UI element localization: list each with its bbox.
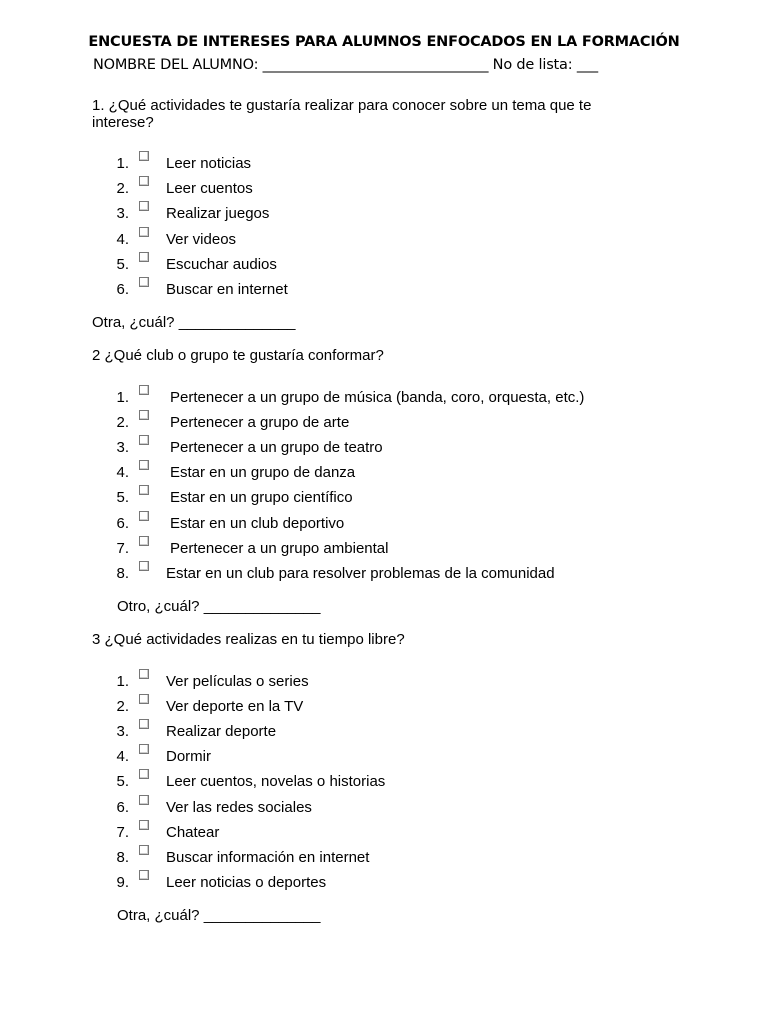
- option-label: Escuchar audios: [166, 255, 277, 273]
- option-label: Estar en un grupo de danza: [170, 464, 356, 482]
- option-checkbox[interactable]: [139, 769, 149, 779]
- option-label: Dormir: [166, 748, 211, 766]
- option-number: 3.: [116, 723, 129, 741]
- option-number: 1.: [116, 673, 129, 690]
- option-number: 9.: [116, 873, 129, 891]
- option-label: Ver videos: [166, 230, 237, 248]
- option-checkbox[interactable]: [139, 870, 149, 880]
- option-number: 4.: [116, 230, 129, 248]
- option-label: Buscar información en internet: [166, 848, 370, 866]
- option-number: 6.: [116, 514, 129, 532]
- option-number: 1.: [116, 389, 129, 406]
- option-checkbox[interactable]: [139, 460, 149, 470]
- option-checkbox[interactable]: [139, 435, 149, 445]
- option-label: Estar en un club deportivo: [170, 514, 345, 532]
- option-label: Realizar deporte: [166, 723, 277, 741]
- option-checkbox[interactable]: [139, 536, 149, 546]
- option-checkbox[interactable]: [139, 561, 149, 571]
- option-number: 7.: [116, 823, 129, 841]
- option-number: 6.: [116, 798, 129, 816]
- option-number: 8.: [116, 848, 129, 866]
- question-1-other: Otra, ¿cuál? ______________: [92, 314, 296, 331]
- option-label: Pertenecer a un grupo ambiental: [170, 539, 389, 557]
- student-name-line: NOMBRE DEL ALUMNO: ________________________________ No de lista: ___: [93, 57, 598, 73]
- option-number: 6.: [116, 281, 129, 298]
- option-number: 4.: [116, 464, 129, 482]
- option-checkbox[interactable]: [139, 227, 149, 237]
- option-label: Buscar en internet: [166, 281, 288, 298]
- option-label: Ver películas o series: [166, 673, 309, 690]
- option-label: Estar en un grupo científico: [170, 489, 353, 507]
- option-checkbox[interactable]: [139, 744, 149, 754]
- option-label: Pertenecer a un grupo de música (banda, coro, orquesta, etc.): [170, 389, 585, 406]
- option-label: Leer cuentos, novelas o historias: [166, 773, 386, 791]
- option-number: 5.: [116, 255, 129, 273]
- option-number: 8.: [116, 564, 129, 582]
- option-number: 1.: [116, 155, 129, 172]
- option-checkbox[interactable]: [139, 694, 149, 704]
- question-2-other: Otro, ¿cuál? ______________: [117, 598, 321, 615]
- option-number: 2.: [116, 698, 129, 716]
- option-checkbox[interactable]: [139, 485, 149, 495]
- option-checkbox[interactable]: [139, 201, 149, 211]
- option-number: 2.: [116, 180, 129, 198]
- option-checkbox[interactable]: [139, 410, 149, 420]
- option-number: 5.: [116, 489, 129, 507]
- option-checkbox[interactable]: [139, 820, 149, 830]
- option-checkbox[interactable]: [139, 277, 149, 287]
- survey-title: ENCUESTA DE INTERESES PARA ALUMNOS ENFOCADOS EN LA FORMACIÓN: [88, 34, 680, 50]
- option-number: 3.: [116, 439, 129, 457]
- question-3-other: Otra, ¿cuál? ______________: [117, 907, 321, 924]
- option-checkbox[interactable]: [139, 176, 149, 186]
- option-label: Leer noticias o deportes: [166, 873, 327, 891]
- option-number: 2.: [116, 414, 129, 432]
- option-number: 7.: [116, 539, 129, 557]
- option-label: Pertenecer a un grupo de teatro: [170, 439, 383, 457]
- option-checkbox[interactable]: [139, 151, 149, 161]
- option-checkbox[interactable]: [139, 252, 149, 262]
- option-label: Ver las redes sociales: [166, 798, 312, 816]
- option-label: Ver deporte en la TV: [166, 698, 304, 716]
- option-number: 5.: [116, 773, 129, 791]
- option-label: Estar en un club para resolver problemas de la comunidad: [166, 564, 555, 582]
- option-label: Leer noticias: [166, 155, 252, 172]
- option-label: Realizar juegos: [166, 205, 270, 223]
- question-2: 2 ¿Qué club o grupo te gustaría conformar?: [92, 347, 384, 364]
- option-label: Pertenecer a grupo de arte: [170, 414, 350, 432]
- option-label: Chatear: [166, 823, 220, 841]
- option-checkbox[interactable]: [139, 845, 149, 855]
- option-number: 3.: [116, 205, 129, 223]
- question-3: 3 ¿Qué actividades realizas en tu tiempo libre?: [92, 631, 405, 648]
- option-checkbox[interactable]: [139, 795, 149, 805]
- option-label: Leer cuentos: [166, 180, 253, 198]
- option-checkbox[interactable]: [139, 719, 149, 729]
- option-checkbox[interactable]: [139, 669, 149, 679]
- option-checkbox[interactable]: [139, 385, 149, 395]
- option-number: 4.: [116, 748, 129, 766]
- question-1: 1. ¿Qué actividades te gustaría realizar para conocer sobre un tema que te interese?: [92, 97, 592, 131]
- option-checkbox[interactable]: [139, 511, 149, 521]
